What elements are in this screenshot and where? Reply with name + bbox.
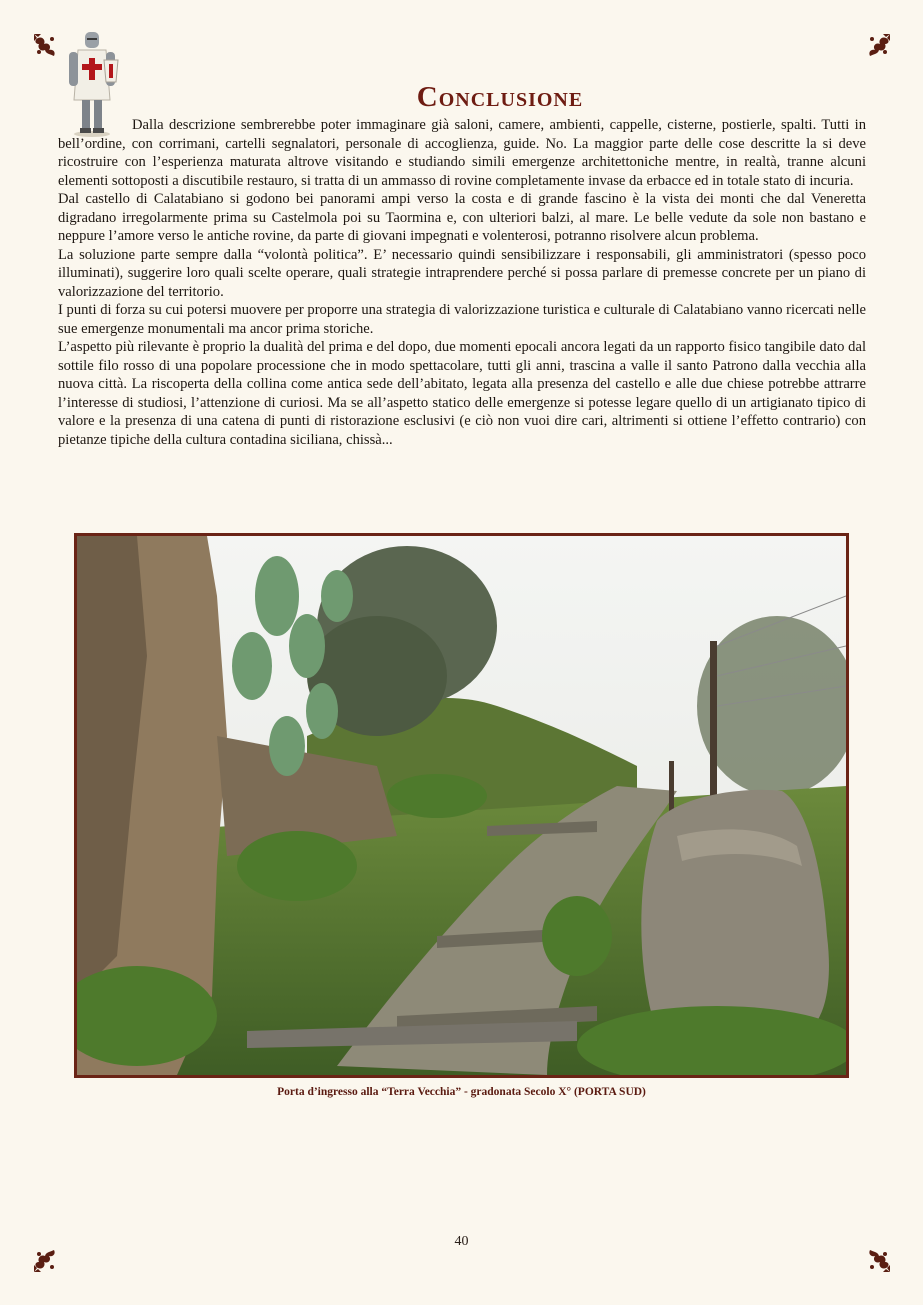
paragraph: La soluzione parte sempre dalla “volontà politica”. E’ necessario quindi sensibilizzare i responsabili, gli amministratori (spesso poco illuminati), suggerire loro quali scelte operare, quali strategie intraprendere perché si possa parlare di premesse concrete per un piano di valorizzazione del territorio. [58,246,866,300]
paragraph: Dalla descrizione sembrerebbe poter immaginare già saloni, camere, ambienti, cappelle, cisterne, postierle, spalti. Tutti in bell’ordine, con corrimani, cartelli segnalatori, personale di accoglienza, guide. No. La maggior parte delle cose descritte la si deve ricostruire con l’esperienza maturata altrove visitando e studiando simili emergenze architettoniche mentre, in realtà, tranne alcuni elementi sottoposti a discutibile restauro, si tratta di un ammasso di rovine completamente invase da erbacce ed in totale stato di incuria. [58,117,866,189]
page-title: Conclusione [416,81,584,114]
page-number: 40 [454,1234,469,1249]
photo-caption: Porta d’ingresso alla “Terra Vecchia” - gradonata Secolo X° (PORTA SUD) [277,1086,646,1098]
paragraph: L’aspetto più rilevante è proprio la dualità del prima e del dopo, due momenti epocali ancora legati da un rapporto fisico tangibile dato dal sottile filo rosso di una popolare processione che in modo spettacolare, tutti gli anni, trascina a valle il santo Patrono dalla vecchia alla nuova città. La riscoperta della collina come antica sede dell’abitato, legata alla presenza del castello e alle due chiese potrebbe attrarre l’interesse di studiosi, l’attenzione di curiosi. Ma se all’aspetto statico delle emergenze si potesse legare quello di un artigianato tipico di valore e la presenza di una catena di punti di ristorazione esclusivi (e ciò non vuoi dire cari, altrimenti si ottiene l’effetto contrario) con pietanze tipiche della cultura contadina siciliana, chissà... [58,339,866,448]
corner-ornament-top-left-icon [32,32,58,58]
corner-ornament-top-right-icon [866,32,892,58]
corner-ornament-bottom-right-icon [866,1248,892,1274]
paragraph: I punti di forza su cui potersi muovere per proporre una strategia di valorizzazione turistica e culturale di Calatabiano vanno ricercati nelle sue emergenze monumentali ma ancor prima storiche. [58,302,866,337]
body-text [58,116,866,449]
paragraph: Dal castello di Calatabiano si godono bei panorami ampi verso la costa e di grande fascino è la vista dei monti che dal Veneretta digradano irregolarmente prima su Castelmola poi su Taormina e, con ulteriori balzi, al mare. Le belle vedute da sole non bastano e neppure l’amore verso le antiche rovine, da parte di giovani impegnati e volenterosi, potranno risolvere alcun problema. [58,191,866,244]
corner-ornament-bottom-left-icon [32,1248,58,1274]
photo-porta-sud [74,533,849,1078]
